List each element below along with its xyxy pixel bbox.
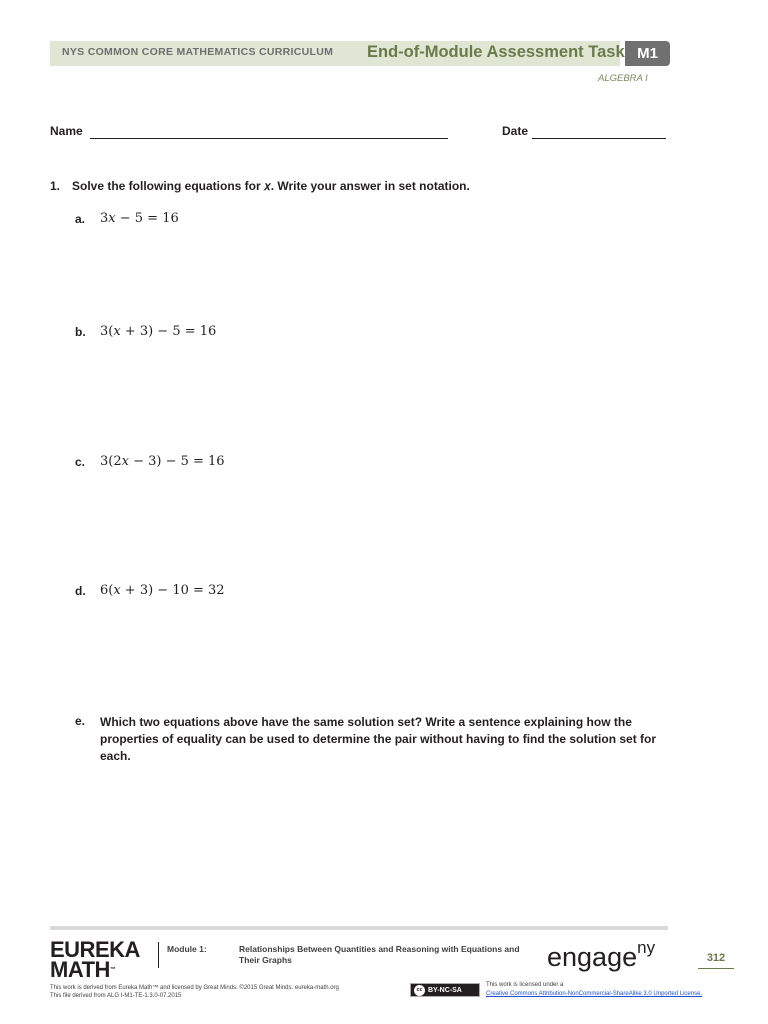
footer-rule — [50, 926, 668, 930]
part-c-letter: c. — [75, 455, 86, 469]
date-field-line[interactable] — [532, 138, 666, 139]
course-label: ALGEBRA I — [598, 73, 648, 84]
credit-line-1: This work is derived from Eureka Math™ and licensed by Great Minds. ©2015 Great Minds. eureka-math.org — [50, 985, 339, 991]
credit-line-2: This file derived from ALG I-M1-TE-1.3.0-07.2015 — [50, 993, 182, 999]
footer-divider — [158, 942, 159, 968]
footer-module-label: Module 1: — [167, 944, 207, 954]
engage-logo-text: engage — [547, 942, 638, 972]
license-line-1: This work is licensed under a — [486, 982, 564, 988]
eureka-tm-mark: ™ — [109, 967, 116, 973]
part-c-equation: 3(2𝑥 − 3) − 5 = 16 — [100, 454, 225, 469]
part-b-equation: 3(𝑥 + 3) − 5 = 16 — [100, 324, 217, 339]
license-notice — [486, 981, 702, 999]
part-e-text: Which two equations above have the same solution set? Write a sentence explaining how the properties of equality can be used to determine the pair without having to find the solution set for each. — [100, 715, 657, 763]
question-prompt: Solve the following equations for 𝑥. Write your answer in set notation. — [72, 179, 470, 193]
footer-module-title: Relationships Between Quantities and Reasoning with Equations and Their Graphs — [239, 944, 520, 965]
assessment-task-title: End-of-Module Assessment Task — [367, 43, 625, 61]
eureka-logo-line1: EUREKA — [50, 937, 140, 962]
license-link[interactable]: Creative Commons Attribution-NonCommercial-ShareAlike 3.0 Unported License. — [486, 991, 703, 997]
module-badge: M1 — [625, 41, 670, 66]
engageny-logo — [547, 938, 656, 973]
curriculum-title: NYS COMMON CORE MATHEMATICS CURRICULUM — [62, 46, 334, 58]
part-d-equation: 6(𝑥 + 3) − 10 = 32 — [100, 583, 225, 598]
footer-credit — [50, 984, 339, 1000]
eureka-logo-line2: MATH — [50, 957, 110, 982]
cc-icon: cc — [414, 985, 425, 996]
page-number-underline — [698, 968, 734, 969]
date-label: Date — [502, 124, 529, 138]
eureka-math-logo — [50, 937, 140, 982]
cc-license-badge[interactable] — [410, 983, 480, 997]
engage-ny-superscript: ny — [637, 938, 656, 957]
question-number: 1. — [50, 179, 61, 193]
part-a-letter: a. — [75, 212, 86, 226]
part-e-letter: e. — [75, 714, 86, 728]
name-field-line[interactable] — [90, 138, 448, 139]
part-b-letter: b. — [75, 325, 86, 339]
page-number: 312 — [706, 952, 726, 964]
part-a-equation: 3𝑥 − 5 = 16 — [100, 211, 179, 226]
cc-badge-label: BY-NC-SA — [428, 986, 462, 994]
part-d-letter: d. — [75, 584, 86, 598]
name-label: Name — [50, 124, 83, 138]
